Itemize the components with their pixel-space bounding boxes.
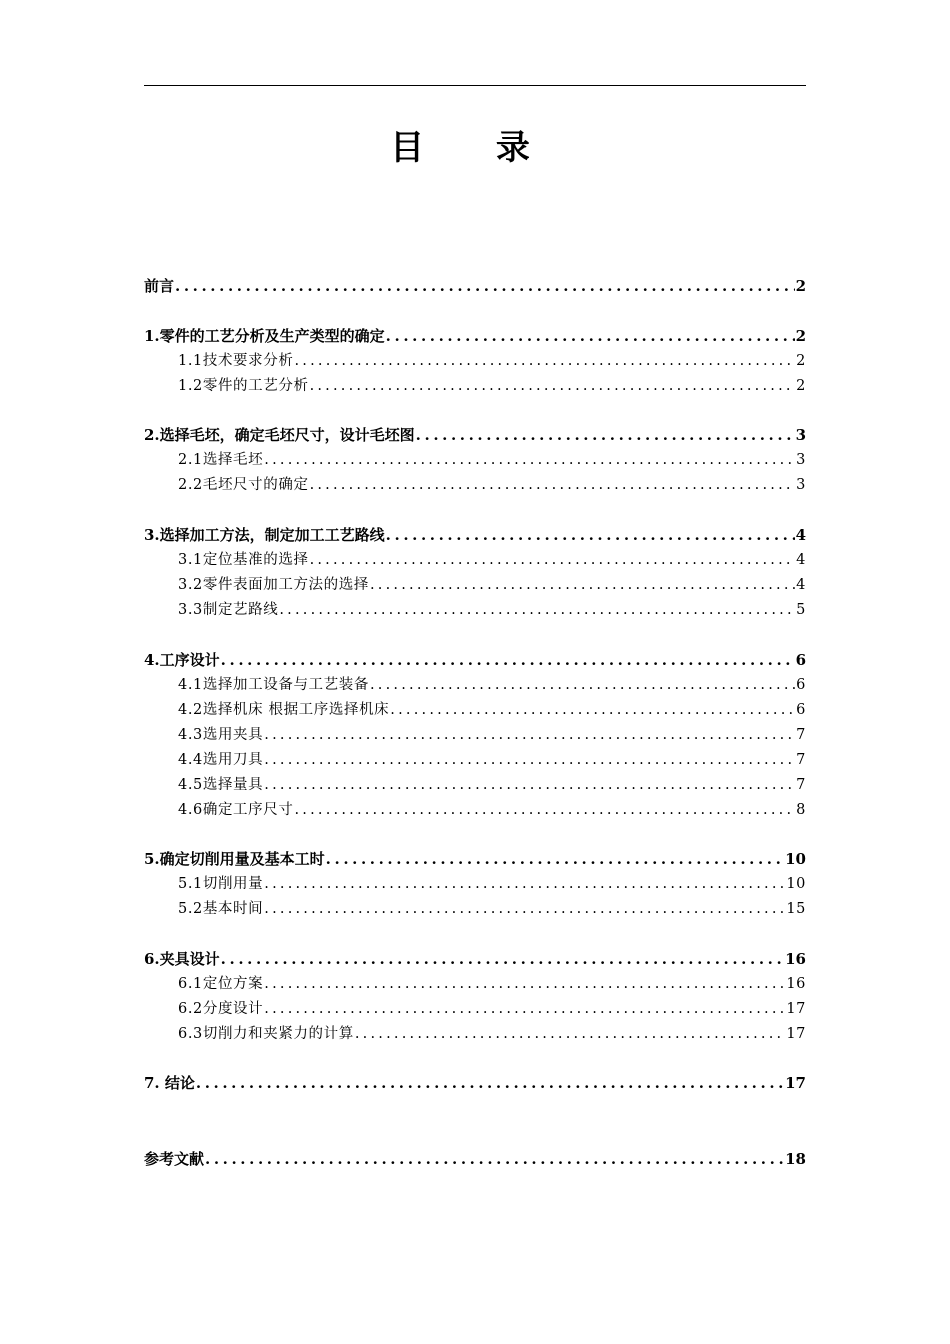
toc-entry-title: 1.1技术要求分析 (178, 353, 294, 369)
toc-section (144, 1147, 806, 1172)
toc-entry-title: 4.6确定工序尺寸 (178, 802, 294, 818)
toc-chapter-entry[interactable] (144, 423, 806, 448)
dot-leader (264, 997, 785, 1022)
toc-subsection-entry[interactable] (144, 773, 806, 798)
toc-subsection-entry[interactable] (144, 897, 806, 922)
toc-subsection-entry[interactable] (144, 448, 806, 473)
toc-chapter-entry[interactable] (144, 523, 806, 548)
toc-page-number: 2 (795, 277, 806, 295)
toc-entry-title: 2.选择毛坯，确定毛坯尺寸，设计毛坯图 (144, 426, 415, 444)
toc-page-number: 3 (796, 477, 806, 493)
toc-page-number: 5 (796, 602, 806, 618)
dot-leader (264, 872, 785, 897)
toc-chapter-entry[interactable] (144, 648, 806, 673)
dot-leader (175, 274, 795, 299)
toc-subsection-entry[interactable] (144, 573, 806, 598)
dot-leader (370, 573, 795, 598)
toc-subsection-entry[interactable] (144, 374, 806, 399)
toc-chapter-entry[interactable] (144, 947, 806, 972)
toc-page-number: 16 (786, 976, 806, 992)
toc-entry-title: 6.3切削力和夹紧力的计算 (178, 1026, 354, 1042)
toc-subsection-entry[interactable] (144, 698, 806, 723)
toc-page-number: 6 (796, 702, 806, 718)
toc-subsection-entry[interactable] (144, 673, 806, 698)
toc-chapter-entry[interactable] (144, 1071, 806, 1096)
toc-subsection-entry[interactable] (144, 349, 806, 374)
toc-chapter-entry[interactable] (144, 847, 806, 872)
toc-entry-title: 1.零件的工艺分析及生产类型的确定 (144, 327, 385, 345)
dot-leader (221, 648, 795, 673)
toc-chapter-entry[interactable] (144, 324, 806, 349)
dot-leader (264, 723, 795, 748)
toc-page-number: 7 (796, 727, 806, 743)
toc-section (144, 423, 806, 498)
toc-entry-title: 7. 结论 (144, 1074, 195, 1092)
toc-entry-title: 5.2基本时间 (178, 901, 264, 917)
toc-section (144, 947, 806, 1047)
toc-entry-title: 6.1定位方案 (178, 976, 264, 992)
dot-leader (279, 598, 795, 623)
dot-leader (310, 548, 796, 573)
dot-leader (390, 698, 795, 723)
toc-entry-title: 6.2分度设计 (178, 1001, 264, 1017)
toc-page-number: 17 (786, 1026, 806, 1042)
dot-leader (264, 972, 785, 997)
dot-leader (310, 374, 796, 399)
toc-subsection-entry[interactable] (144, 723, 806, 748)
toc-entry-title: 3.2零件表面加工方法的选择 (178, 577, 369, 593)
dot-leader (416, 423, 795, 448)
toc-section (144, 1071, 806, 1096)
toc-chapter-entry[interactable] (144, 1147, 806, 1172)
toc-entry-title: 1.2零件的工艺分析 (178, 378, 309, 394)
toc-entry-title: 4.4选用刀具 (178, 752, 264, 768)
toc-page-number: 6 (796, 677, 806, 693)
toc-page-number: 6 (795, 651, 806, 669)
dot-leader (370, 673, 795, 698)
toc-page-number: 7 (796, 777, 806, 793)
toc-subsection-entry[interactable] (144, 798, 806, 823)
toc-page-number: 15 (786, 901, 806, 917)
dot-leader (264, 897, 785, 922)
toc-subsection-entry[interactable] (144, 748, 806, 773)
toc-page-number: 2 (796, 353, 806, 369)
dot-leader (355, 1022, 785, 1047)
dot-leader (221, 947, 784, 972)
toc-page-number: 17 (785, 1074, 806, 1092)
toc-subsection-entry[interactable] (144, 972, 806, 997)
toc-subsection-entry[interactable] (144, 598, 806, 623)
toc-page-number: 4 (796, 552, 806, 568)
toc-entry-title: 4.3选用夹具 (178, 727, 264, 743)
dot-leader (294, 349, 795, 374)
toc-section (144, 324, 806, 399)
toc-entry-title: 2.2毛坯尺寸的确定 (178, 477, 309, 493)
toc-entry-title: 5.确定切削用量及基本工时 (144, 850, 325, 868)
toc-section (144, 523, 806, 623)
toc-entry-title: 4.5选择量具 (178, 777, 264, 793)
toc-entry-title: 5.1切削用量 (178, 876, 264, 892)
header-rule (144, 85, 806, 86)
toc-subsection-entry[interactable] (144, 473, 806, 498)
toc-entry-title: 2.1选择毛坯 (178, 452, 264, 468)
toc-entry-title: 6.夹具设计 (144, 950, 220, 968)
dot-leader (196, 1071, 784, 1096)
toc-page-number: 3 (796, 452, 806, 468)
toc-entry-title: 4.1选择加工设备与工艺装备 (178, 677, 369, 693)
toc-subsection-entry[interactable] (144, 872, 806, 897)
toc-entry-title: 3.3制定艺路线 (178, 602, 279, 618)
toc-page-number: 2 (795, 327, 806, 345)
dot-leader (264, 748, 795, 773)
toc-section (144, 274, 806, 299)
toc-subsection-entry[interactable] (144, 997, 806, 1022)
toc-page-number: 4 (796, 577, 806, 593)
toc-page-number: 2 (796, 378, 806, 394)
toc-page-number: 16 (785, 950, 806, 968)
toc-page-number: 10 (785, 850, 806, 868)
dot-leader (386, 523, 795, 548)
dot-leader (326, 847, 784, 872)
toc-page-number: 4 (795, 526, 806, 544)
toc-subsection-entry[interactable] (144, 1022, 806, 1047)
toc-section (144, 648, 806, 823)
toc-section (144, 847, 806, 922)
dot-leader (205, 1147, 784, 1172)
toc-page-number: 18 (785, 1150, 806, 1168)
toc-chapter-entry[interactable] (144, 274, 806, 299)
toc-entry-title: 3.1定位基准的选择 (178, 552, 309, 568)
toc-page-number: 8 (796, 802, 806, 818)
toc-entry-title: 参考文献 (144, 1150, 205, 1168)
toc-page-number: 7 (796, 752, 806, 768)
toc-page-number: 3 (795, 426, 806, 444)
dot-leader (294, 798, 795, 823)
toc-entry-title: 4.2选择机床 根据工序选择机床 (178, 702, 390, 718)
toc-subsection-entry[interactable] (144, 548, 806, 573)
dot-leader (310, 473, 796, 498)
toc-entry-title: 4.工序设计 (144, 651, 220, 669)
dot-leader (386, 324, 795, 349)
toc-entry-title: 3.选择加工方法，制定加工工艺路线 (144, 526, 385, 544)
dot-leader (264, 773, 795, 798)
dot-leader (264, 448, 795, 473)
toc-page-number: 10 (786, 876, 806, 892)
toc-entry-title: 前言 (144, 277, 175, 295)
toc-page-number: 17 (786, 1001, 806, 1017)
page-title: 目 录 (390, 128, 560, 168)
